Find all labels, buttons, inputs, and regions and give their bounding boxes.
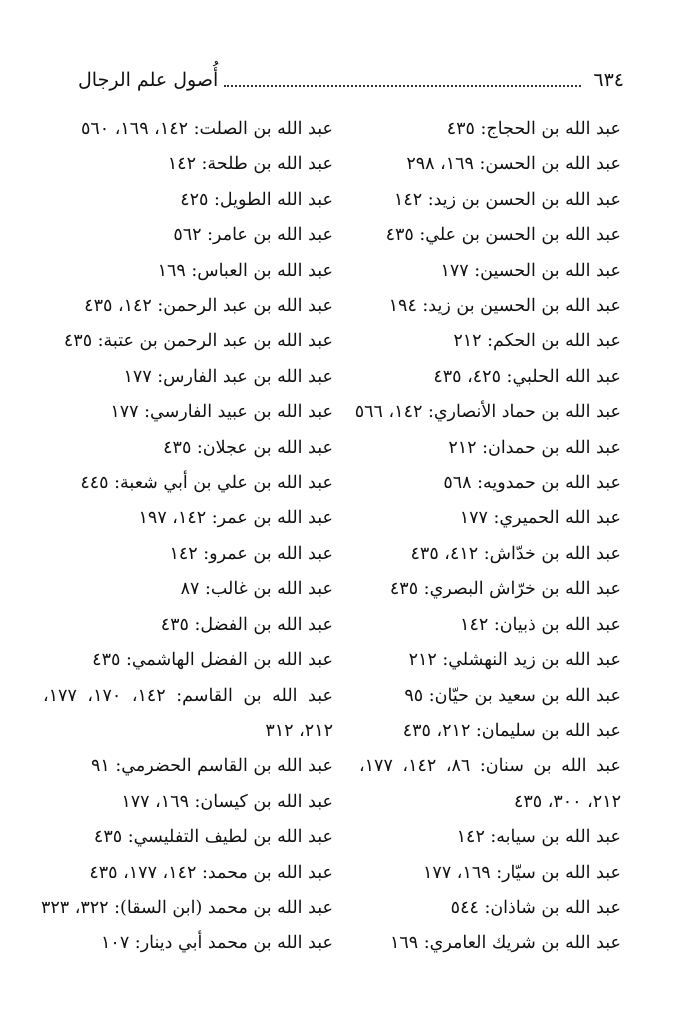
index-entry: عبد الله بن عبد الرحمن: ١٤٢، ٤٣٥ (84, 296, 333, 317)
index-entry: عبد الله بن الحسين بن زيد: ١٩٤ (388, 296, 621, 317)
index-entry: عبد الله بن محمد (ابن السقا): ٣٢٢، ٣٢٣ (40, 897, 333, 918)
index-column-left (40, 112, 333, 962)
index-entry: عبد الله بن حماد الأنصاري: ١٤٢، ٥٦٦ (354, 402, 621, 423)
index-entry: عبد الله بن سعيد بن حيّان: ٩٥ (404, 685, 621, 706)
index-entry: عبد الله بن القاسم الحضرمي: ٩١ (91, 756, 333, 777)
index-entry: عبد الله بن شريك العامري: ١٦٩ (389, 933, 621, 954)
index-entry: عبد الله بن عبد الرحمن بن عتبة: ٤٣٥ (63, 331, 333, 352)
index-entry: عبد الله الحميري: ١٧٧ (459, 508, 621, 529)
index-entry: عبد الله بن الحسن بن علي: ٤٣٥ (385, 225, 621, 246)
dotted-leader (224, 71, 581, 87)
index-entry: عبد الله بن عبد الفارس: ١٧٧ (123, 366, 333, 387)
index-entry: عبد الله بن الحسن: ١٦٩، ٢٩٨ (406, 154, 621, 175)
index-entry: عبد الله بن الحسن بن زيد: ١٤٢ (393, 189, 621, 210)
running-title: أُصول علم الرجال (78, 69, 219, 91)
index-column-right (354, 112, 621, 962)
index-entry: عبد الله بن لطيف التفليسي: ٤٣٥ (93, 827, 333, 848)
index-entry: عبد الله بن عبيد الفارسي: ١٧٧ (110, 402, 333, 423)
index-entry: عبد الله بن خدّاش: ٤١٢، ٤٣٥ (410, 543, 621, 564)
index-entry: عبد الله بن الحكم: ٢١٢ (453, 331, 621, 352)
index-entry: عبد الله بن العباس: ١٦٩ (157, 260, 333, 281)
index-entry: عبد الله الطويل: ٤٢٥ (180, 189, 333, 210)
index-entry: عبد الله الحلبي: ٤٢٥، ٤٣٥ (433, 366, 621, 387)
index-entry: عبد الله بن القاسم: ١٤٢، ١٧٠، ١٧٧، ٢١٢، ٣١٢ (43, 685, 333, 741)
index-entry: عبد الله بن خرّاش البصري: ٤٣٥ (389, 579, 621, 600)
index-entry: عبد الله بن محمد: ١٤٢، ١٧٧، ٤٣٥ (89, 862, 333, 883)
index-entry: عبد الله بن الحسين: ١٧٧ (440, 260, 621, 281)
index-entry: عبد الله بن عجلان: ٤٣٥ (163, 437, 333, 458)
index-entry: عبد الله بن زيد النهشلي: ٢١٢ (408, 650, 621, 671)
index-entry: عبد الله بن سيابه: ١٤٢ (456, 827, 621, 848)
page-header (78, 64, 624, 92)
index-entry: عبد الله بن سيّار: ١٦٩، ١٧٧ (423, 862, 621, 883)
page-number: ٦٣٤ (593, 69, 624, 91)
index-entry: عبد الله بن محمد أبي دينار: ١٠٧ (101, 933, 333, 954)
index-entry: عبد الله بن سنان: ٨٦، ١٤٢، ١٧٧، ٢١٢، ٣٠٠، ٤٣٥ (359, 756, 621, 812)
index-entry: عبد الله بن طلحة: ١٤٢ (167, 154, 333, 175)
index-entry: عبد الله بن علي بن أبي شعبة: ٤٤٥ (80, 473, 333, 494)
index-entry: عبد الله بن ذبيان: ١٤٢ (460, 614, 621, 635)
index-entry: عبد الله بن الحجاج: ٤٣٥ (446, 119, 621, 139)
index-entry: عبد الله بن شاذان: ٥٤٤ (450, 897, 621, 918)
index-entry: عبد الله بن عمر: ١٤٢، ١٩٧ (138, 508, 333, 529)
index-entry: عبد الله بن عمرو: ١٤٢ (169, 543, 333, 564)
index-entry: عبد الله بن الفضل: ٤٣٥ (160, 614, 333, 635)
index-entry: عبد الله بن غالب: ٨٧ (180, 579, 333, 600)
index-entry: عبد الله بن الفضل الهاشمي: ٤٣٥ (92, 650, 333, 671)
index-entry: عبد الله بن كيسان: ١٦٩، ١٧٧ (121, 791, 333, 812)
index-entry: عبد الله بن عامر: ٥٦٢ (173, 225, 333, 246)
index-entry: عبد الله بن الصلت: ١٤٢، ١٦٩، ٥٦٠ (80, 119, 333, 139)
index-entry: عبد الله بن حمدويه: ٥٦٨ (443, 473, 621, 494)
index-entry: عبد الله بن سليمان: ٢١٢، ٤٣٥ (402, 720, 621, 741)
index-entry: عبد الله بن حمدان: ٢١٢ (448, 437, 621, 458)
